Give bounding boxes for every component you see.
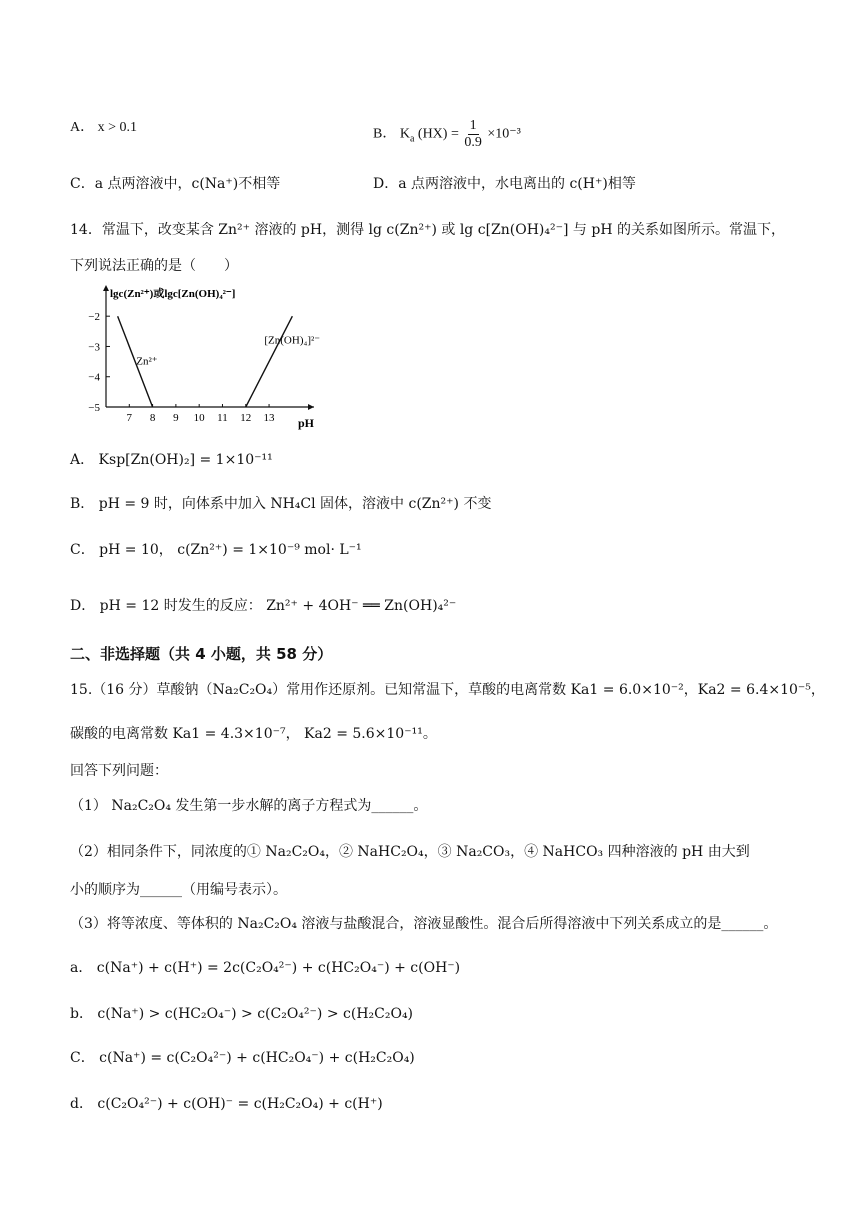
q15-stem-line1: 15.（16 分）草酸钠（Na₂C₂O₄）常用作还原剂。已知常温下，草酸的电离常数 Ka1 = 6.0×10⁻²，Ka2 = 6.4×10⁻⁵，	[70, 682, 825, 698]
y-tick-label: −3	[88, 341, 100, 354]
q13-option-c: C．a 点两溶液中，c(Na⁺)不相等	[70, 176, 281, 192]
x-tick-label: 11	[217, 412, 228, 424]
q13-option-d: D．a 点两溶液中，水电离出的 c(H⁺)相等	[373, 176, 636, 192]
section-2-title: 二、非选择题（共 4 小题，共 58 分）	[70, 645, 333, 663]
q13-option-b-prefix: B． K	[373, 126, 410, 142]
q15-part3: （3）将等浓度、等体积的 Na₂C₂O₄ 溶液与盐酸混合，溶液显酸性。混合后所得溶液中下列关系成立的是______。	[70, 916, 778, 932]
q15-option-c: C． c(Na⁺) = c(C₂O₄²⁻) + c(HC₂O₄⁻) + c(H₂C₂O₄)	[70, 1050, 415, 1066]
series-line-2	[246, 316, 293, 407]
series-label-zn: Zn²⁺	[136, 355, 158, 368]
q13-option-b-numerator: 1	[469, 118, 477, 133]
q14-option-d: D． pH = 12 时发生的反应： Zn²⁺ + 4OH⁻ ══ Zn(OH)₄²⁻	[70, 598, 457, 614]
q15-part2-line2: 小的顺序为______（用编号表示）。	[70, 882, 287, 898]
q13-option-b-fraction	[462, 118, 484, 151]
q15-prompt: 回答下列问题：	[70, 763, 168, 779]
x-axis-arrow-icon	[308, 404, 314, 410]
chart-ylabel: lgc(Zn²⁺)或lgc[Zn(OH)₄²⁻]	[110, 288, 236, 300]
q13-option-b	[373, 118, 521, 151]
series-label-zn-oh4: [Zn(OH)₄]²⁻	[264, 334, 321, 347]
q15-option-b: b． c(Na⁺) > c(HC₂O₄⁻) > c(C₂O₄²⁻) > c(H₂C₂O₄)	[70, 1006, 414, 1022]
q15-stem-line2: 碳酸的电离常数 Ka1 = 4.3×10⁻⁷， Ka2 = 5.6×10⁻¹¹。	[70, 726, 437, 742]
q13-option-b-mid: (HX) =	[417, 126, 459, 142]
x-tick-label: 9	[173, 412, 179, 424]
q14-option-b: B． pH = 9 时，向体系中加入 NH₄Cl 固体，溶液中 c(Zn²⁺) 不变	[70, 496, 492, 512]
q15-option-d: d． c(C₂O₄²⁻) + c(OH)⁻ = c(H₂C₂O₄) + c(H⁺)	[70, 1096, 383, 1112]
q13-option-b-denominator: 0.9	[464, 135, 482, 150]
x-tick-label: 12	[240, 412, 252, 424]
q13-option-a: A． x > 0.1	[70, 120, 138, 135]
chart-xlabel: pH	[298, 416, 315, 430]
q15-part1: （1） Na₂C₂O₄ 发生第一步水解的离子方程式为______。	[70, 798, 428, 814]
x-tick-label: 8	[149, 412, 156, 424]
x-tick-label: 13	[263, 412, 275, 424]
y-tick-label: −5	[88, 402, 100, 414]
q14-stem-line2: 下列说法正确的是（ ）	[70, 258, 238, 274]
y-tick-label: −4	[88, 371, 100, 384]
x-tick-label: 7	[126, 412, 133, 424]
q14-option-c: C． pH = 10， c(Zn²⁺) = 1×10⁻⁹ mol· L⁻¹	[70, 542, 362, 558]
x-tick-label: 10	[193, 412, 205, 424]
q13-option-b-sub: a	[409, 133, 415, 145]
q15-part2-line1: （2）相同条件下，同浓度的① Na₂C₂O₄，② NaHC₂O₄，③ Na₂CO₃，④ NaHCO₃ 四种溶液的 pH 由大到	[70, 844, 750, 860]
q13-option-b-tail: ×10⁻³	[487, 126, 521, 142]
y-tick-label: −2	[88, 311, 100, 324]
y-axis-arrow-icon	[103, 285, 109, 291]
q14-chart	[74, 283, 324, 431]
q15-option-a: a． c(Na⁺) + c(H⁺) = 2c(C₂O₄²⁻) + c(HC₂O₄⁻) + c(OH⁻)	[70, 960, 461, 976]
q14-option-a: A． Ksp[Zn(OH)₂] = 1×10⁻¹¹	[70, 452, 273, 468]
q14-stem-line1: 14．常温下，改变某含 Zn²⁺ 溶液的 pH，测得 lg c(Zn²⁺) 或 lg c[Zn(OH)₄²⁻] 与 pH 的关系如图所示。常温下，	[70, 222, 785, 238]
